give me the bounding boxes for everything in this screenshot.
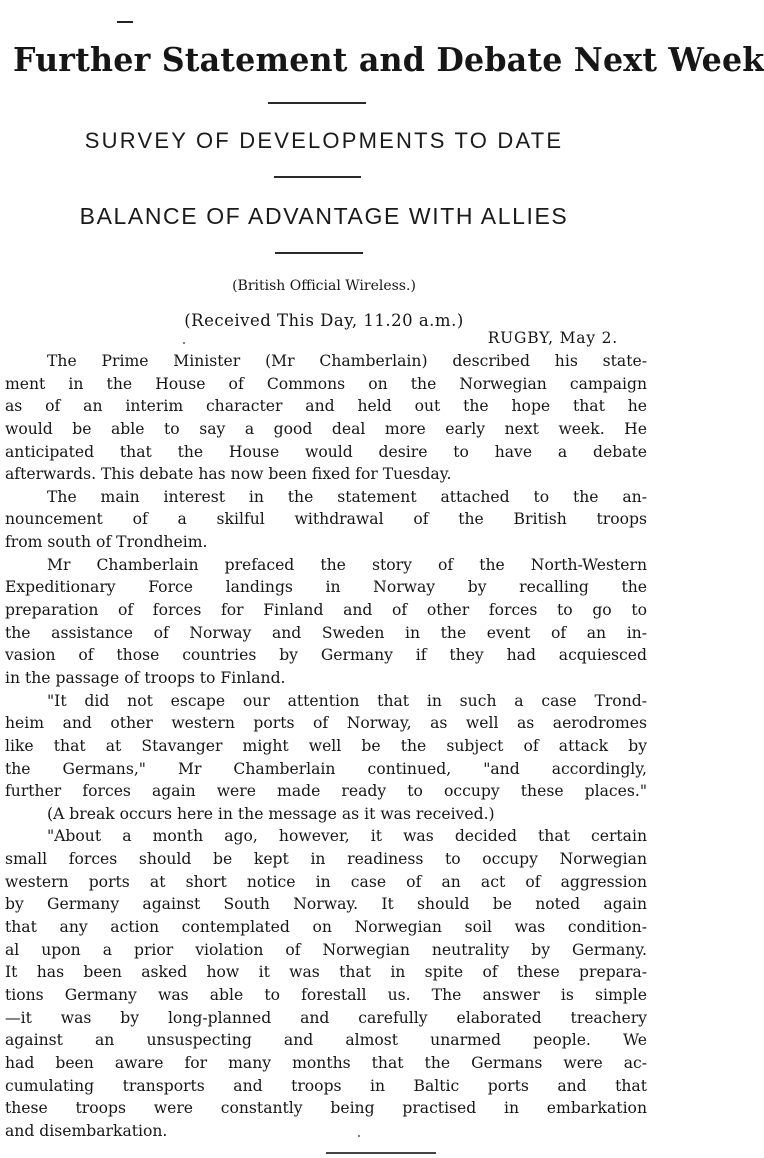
body-line: nouncement of a skilful withdrawal of the British troops (5, 510, 647, 529)
body-line: by Germany against South Norway. It should be noted again (5, 895, 647, 914)
top-rule-mark (117, 21, 133, 23)
headline: Further Statement and Debate Next Week (12, 40, 764, 79)
body-line: the assistance of Norway and Sweden in the event of an in- (5, 623, 647, 642)
print-speck (183, 342, 185, 344)
article-body (5, 350, 647, 1142)
body-line: tions Germany was able to forestall us. The answer is simple (5, 985, 647, 1004)
body-line: vasion of those countries by Germany if they had acquiesced (5, 646, 647, 665)
body-line: al upon a prior violation of Norwegian neutrality by Germany. (5, 940, 647, 959)
source-credit: (British Official Wireless.) (232, 278, 416, 294)
body-line: in the passage of troops to Finland. (5, 668, 286, 687)
body-line: from south of Trondheim. (5, 533, 208, 552)
body-line: The Prime Minister (Mr Chamberlain) described his state- (47, 352, 647, 370)
subheading-survey: SURVEY OF DEVELOPMENTS TO DATE (84, 128, 564, 153)
body-line: afterwards. This debate has now been fixed for Tuesday. (5, 465, 452, 484)
dateline: RUGBY, May 2. (487, 329, 618, 347)
received-time: (Received This Day, 11.20 a.m.) (184, 311, 464, 330)
body-line: cumulating transports and troops in Baltic ports and that (5, 1076, 647, 1095)
body-line: these troops were constantly being practised in embarkation (5, 1099, 647, 1118)
body-line: Expeditionary Force landings in Norway by recalling the (5, 578, 647, 597)
body-line: as of an interim character and held out the hope that he (5, 397, 647, 416)
body-line: —it was by long-planned and carefully elaborated treachery (5, 1008, 647, 1027)
body-line: further forces again were made ready to occupy these places." (5, 782, 647, 801)
body-line: Mr Chamberlain prefaced the story of the North-Western (47, 555, 647, 574)
body-line: the Germans," Mr Chamberlain continued, "and accordingly, (5, 759, 647, 778)
divider-rule (268, 102, 366, 104)
body-line: small forces should be kept in readiness to occupy Norwegian (5, 850, 647, 869)
body-line: "It did not escape our attention that in such a case Trond- (47, 691, 647, 710)
body-line: and disembarkation. (5, 1121, 168, 1140)
bottom-rule (326, 1152, 436, 1154)
body-line: like that at Stavanger might well be the subject of attack by (5, 736, 647, 755)
body-line: "About a month ago, however, it was decided that certain (47, 827, 647, 846)
body-line: The main interest in the statement attached to the an- (47, 487, 647, 506)
body-line: that any action contemplated on Norwegian soil was condition- (5, 918, 647, 937)
body-line: It has been asked how it was that in spite of these prepara- (5, 963, 647, 982)
divider-rule (274, 176, 361, 178)
body-line: against an unsuspecting and almost unarmed people. We (5, 1031, 647, 1050)
body-line: would be able to say a good deal more early next week. He (5, 419, 647, 438)
body-line: ment in the House of Commons on the Norwegian campaign (5, 374, 647, 393)
subheading-balance: BALANCE OF ADVANTAGE WITH ALLIES (79, 203, 569, 229)
body-line: (A break occurs here in the message as it was received.) (47, 804, 495, 823)
body-line: western ports at short notice in case of an act of aggression (5, 872, 647, 891)
body-line: heim and other western ports of Norway, as well as aerodromes (5, 714, 647, 733)
divider-rule (275, 252, 363, 254)
body-line: preparation of forces for Finland and of other forces to go to (5, 601, 647, 620)
body-line: anticipated that the House would desire to have a debate (5, 442, 647, 461)
body-line: had been aware for many months that the Germans were ac- (5, 1053, 647, 1072)
